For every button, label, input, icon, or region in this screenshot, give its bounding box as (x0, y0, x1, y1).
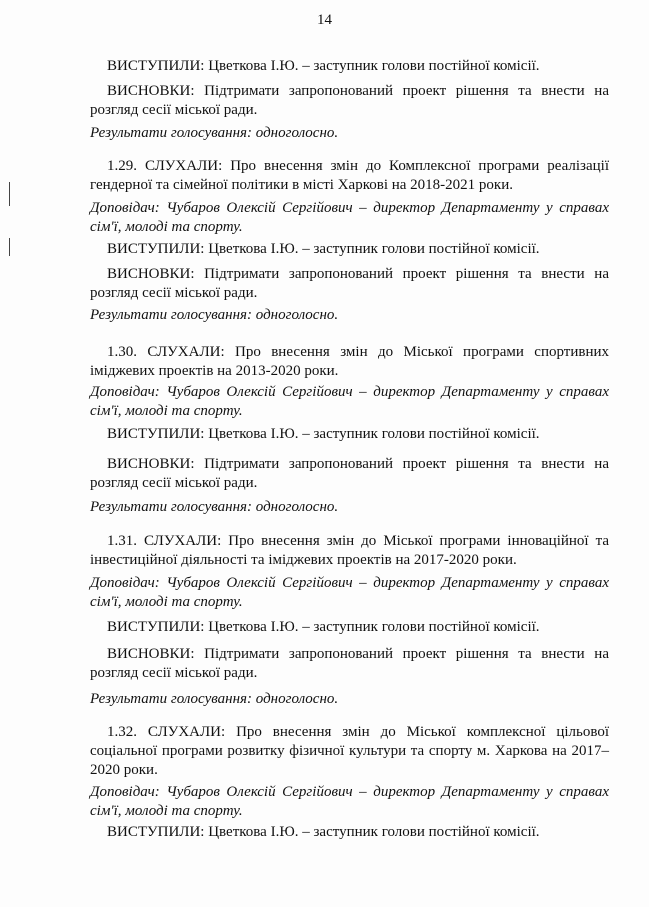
heard-paragraph-1-31: 1.31. СЛУХАЛИ: Про внесення змін до Міської програми інноваційної та інвестиційної діяльності та іміджевих проектів на 2017-2020 роки. (90, 533, 609, 568)
margin-mark (9, 238, 10, 256)
heard-paragraph-1-30: 1.30. СЛУХАЛИ: Про внесення змін до Міської програми спортивних іміджевих проектів на 2013-2020 роки. (90, 344, 609, 379)
voting-result: Результати голосування: одноголосно. (90, 691, 339, 707)
speakers-paragraph: ВИСТУПИЛИ: Цветкова І.Ю. – заступник голови постійної комісії. (107, 619, 540, 635)
speakers-paragraph: ВИСТУПИЛИ: Цветкова І.Ю. – заступник голови постійної комісії. (107, 58, 540, 74)
conclusions-paragraph: ВИСНОВКИ: Підтримати запропонований проект рішення та внести на розгляд сесії міської ради. (90, 456, 609, 491)
voting-result: Результати голосування: одноголосно. (90, 125, 339, 141)
speaker-paragraph: Доповідач: Чубаров Олексій Сергійович – директор Департаменту у справах сім'ї, молоді та спорту. (90, 200, 609, 235)
conclusions-paragraph: ВИСНОВКИ: Підтримати запропонований проект рішення та внести на розгляд сесії міської ради. (90, 83, 609, 118)
heard-paragraph-1-32: 1.32. СЛУХАЛИ: Про внесення змін до Міської комплексної цільової соціальної програми розвитку фізичної культури та спорту м. Харкова на 2017–2020 роки. (90, 724, 609, 778)
conclusions-paragraph: ВИСНОВКИ: Підтримати запропонований проект рішення та внести на розгляд сесії міської ради. (90, 646, 609, 681)
speakers-paragraph: ВИСТУПИЛИ: Цветкова І.Ю. – заступник голови постійної комісії. (107, 426, 540, 442)
voting-result: Результати голосування: одноголосно. (90, 307, 339, 323)
conclusions-paragraph: ВИСНОВКИ: Підтримати запропонований проект рішення та внести на розгляд сесії міської ради. (90, 266, 609, 301)
speaker-paragraph: Доповідач: Чубаров Олексій Сергійович – директор Департаменту у справах сім'ї, молоді та спорту. (90, 575, 609, 610)
margin-mark (9, 182, 10, 206)
speakers-paragraph: ВИСТУПИЛИ: Цветкова І.Ю. – заступник голови постійної комісії. (107, 824, 540, 840)
speaker-paragraph: Доповідач: Чубаров Олексій Сергійович – директор Департаменту у справах сім'ї, молоді та спорту. (90, 384, 609, 419)
heard-paragraph-1-29: 1.29. СЛУХАЛИ: Про внесення змін до Комплексної програми реалізації гендерної та сімейної політики в місті Харкові на 2018-2021 роки. (90, 158, 609, 193)
speakers-paragraph: ВИСТУПИЛИ: Цветкова І.Ю. – заступник голови постійної комісії. (107, 241, 540, 257)
speaker-paragraph: Доповідач: Чубаров Олексій Сергійович – директор Департаменту у справах сім'ї, молоді та спорту. (90, 784, 609, 819)
page-number: 14 (317, 12, 332, 28)
voting-result: Результати голосування: одноголосно. (90, 499, 339, 515)
